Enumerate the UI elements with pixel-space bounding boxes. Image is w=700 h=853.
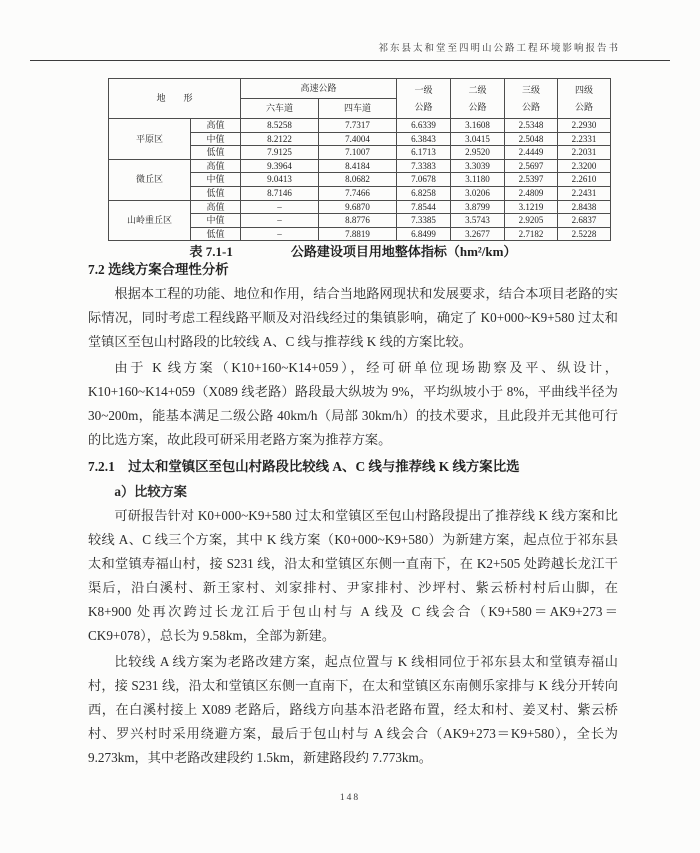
value-cell: 7.3385: [397, 214, 451, 228]
col-header-grade2-line2: 公路: [468, 101, 487, 112]
value-cell: 3.2677: [451, 227, 505, 241]
col-header-grade3-line1: 三级: [521, 84, 540, 95]
page-number: 148: [339, 793, 361, 803]
value-cell: 8.2122: [241, 132, 319, 146]
paragraph-4: 比较线 A 线方案为老路改建方案，起点位置与 K 线相同位于祁东县太和堂镇寿福山村，接 S231 线，沿太和堂镇区东侧一直南下，在太和堂镇区东南侧乐家排与 K 线分开转向西，在白溪村接上 X089 老路后，路线方向基本沿老路布置，经太和村、姜叉村、紫云桥村、罗兴村时采用绕避方案，最后于包山村与 A 线会合（AK9+273＝K9+580），全长为 9.273km，其中老路改建段约 1.5km，新建路段约 7.773km。: [88, 654, 618, 765]
paragraph-1: 根据本工程的功能、地位和作用，结合当地路网现状和发展要求，结合本项目老路的实际情况，同时考虑工程线路平顺及对沿线经过的集镇影响，确定了 K0+000~K9+580 过太和堂镇区至包山村路段的比较线 A、C 线与推荐线 K 线的方案比较。: [88, 286, 618, 349]
value-cell: 2.5397: [505, 173, 558, 187]
value-cell: 3.0415: [451, 132, 505, 146]
value-cell: 2.2331: [558, 132, 611, 146]
value-cell: 6.8258: [397, 186, 451, 200]
value-cell: 3.0206: [451, 186, 505, 200]
value-cell: 7.0678: [397, 173, 451, 187]
value-cell: 8.5258: [241, 119, 319, 133]
col-header-grade3-line2: 公路: [521, 101, 540, 112]
value-cell: 2.9520: [451, 146, 505, 160]
col-header-grade2: [451, 79, 505, 119]
level-cell: 中值: [191, 132, 241, 146]
value-cell: 7.8819: [319, 227, 397, 241]
region-cell-plain: 平原区: [109, 119, 191, 160]
col-header-expressway: 高速公路: [241, 79, 397, 99]
sub-heading-a: a）比较方案: [114, 484, 187, 499]
value-cell: 9.6870: [319, 200, 397, 214]
land-use-table-container: [108, 78, 611, 241]
table-row: [109, 159, 611, 173]
paragraph-2: 由于 K 线方案（K10+160~K14+059），经可研单位现场勘察及平、纵设计，K10+160~K14+059（X089 线老路）路段最大纵坡为 9%，平均纵坡小于 8%，平曲线半径为 30~200m，能基本满足二级公路 40km/h（局部 30km/h）的技术要求，且此段并无其他可行的比选方案，故此段可研采用老路方案为推荐方案。: [88, 360, 618, 447]
value-cell: 7.9125: [241, 146, 319, 160]
document-body: [88, 258, 618, 772]
col-header-grade4-line2: 公路: [574, 101, 593, 112]
value-cell: 2.2930: [558, 119, 611, 133]
value-cell: 7.7317: [319, 119, 397, 133]
level-cell: 高值: [191, 119, 241, 133]
value-cell: 2.4809: [505, 186, 558, 200]
level-cell: 低值: [191, 146, 241, 160]
value-cell: 2.2610: [558, 173, 611, 187]
value-cell: 2.5697: [505, 159, 558, 173]
value-cell: –: [241, 214, 319, 228]
level-cell: 中值: [191, 214, 241, 228]
value-cell: 2.4449: [505, 146, 558, 160]
value-cell: 2.7182: [505, 227, 558, 241]
col-header-grade4-line1: 四级: [574, 84, 593, 95]
table-row: [109, 200, 611, 214]
col-header-four-lane: 四车道: [319, 99, 397, 119]
table-row: [109, 119, 611, 133]
value-cell: 7.8544: [397, 200, 451, 214]
value-cell: 7.7466: [319, 186, 397, 200]
value-cell: 8.8776: [319, 214, 397, 228]
value-cell: 2.2031: [558, 146, 611, 160]
col-header-six-lane: 六车道: [241, 99, 319, 119]
value-cell: 8.0682: [319, 173, 397, 187]
value-cell: 8.7146: [241, 186, 319, 200]
land-use-table: [108, 78, 611, 241]
value-cell: 2.6837: [558, 214, 611, 228]
value-cell: –: [241, 200, 319, 214]
value-cell: 2.9205: [505, 214, 558, 228]
value-cell: –: [241, 227, 319, 241]
report-title: 祁东县太和堂至四明山公路工程环境影响报告书: [378, 44, 620, 54]
value-cell: 3.1608: [451, 119, 505, 133]
value-cell: 2.2431: [558, 186, 611, 200]
col-header-grade4: [558, 79, 611, 119]
col-header-grade2-line1: 二级: [468, 84, 487, 95]
value-cell: 7.3383: [397, 159, 451, 173]
col-header-grade1: [397, 79, 451, 119]
region-cell-hill: 微丘区: [109, 159, 191, 200]
value-cell: 3.1219: [505, 200, 558, 214]
section-7-2-heading: 7.2 选线方案合理性分析: [88, 262, 229, 277]
value-cell: 9.3964: [241, 159, 319, 173]
value-cell: 3.3039: [451, 159, 505, 173]
table-caption-title: 公路建设项目用地整体指标（hm²/km）: [290, 244, 517, 259]
value-cell: 2.5348: [505, 119, 558, 133]
value-cell: 2.5048: [505, 132, 558, 146]
page-footer: [0, 793, 700, 803]
level-cell: 中值: [191, 173, 241, 187]
level-cell: 低值: [191, 186, 241, 200]
value-cell: 6.8499: [397, 227, 451, 241]
value-cell: 9.0413: [241, 173, 319, 187]
value-cell: 6.1713: [397, 146, 451, 160]
col-header-grade1-line1: 一级: [414, 84, 433, 95]
page-header: [30, 38, 670, 61]
level-cell: 高值: [191, 200, 241, 214]
value-cell: 8.4184: [319, 159, 397, 173]
level-cell: 高值: [191, 159, 241, 173]
region-cell-mountain: 山岭重丘区: [109, 200, 191, 241]
col-header-grade3: [505, 79, 558, 119]
value-cell: 7.1007: [319, 146, 397, 160]
table-caption-label: 表 7.1-1: [189, 244, 233, 259]
value-cell: 3.8799: [451, 200, 505, 214]
value-cell: 3.1180: [451, 173, 505, 187]
level-cell: 低值: [191, 227, 241, 241]
paragraph-3: 可研报告针对 K0+000~K9+580 过太和堂镇区至包山村路段提出了推荐线 K 线方案和比较线 A、C 线三个方案，其中 K 线方案（K0+000~K9+580）为新建方案，起点位于祁东县太和堂镇寿福山村，接 S231 线，沿太和堂镇区东侧一直南下，在 K2+505 处跨越长龙江干渠后，沿白溪村、新王家村、刘家排村、尹家排村、沙坪村、紫云桥村村后山脚，在 K8+900 处再次跨过长龙江后于包山村与 A 线及 C 线会合（K9+580＝AK9+273＝CK9+078），总长为 9.58km，全部为新建。: [88, 508, 618, 643]
value-cell: 2.5228: [558, 227, 611, 241]
col-header-grade1-line2: 公路: [414, 101, 433, 112]
value-cell: 6.6339: [397, 119, 451, 133]
value-cell: 3.5743: [451, 214, 505, 228]
value-cell: 2.3200: [558, 159, 611, 173]
section-7-2-1-heading: 7.2.1 过太和堂镇区至包山村路段比较线 A、C 线与推荐线 K 线方案比选: [88, 459, 520, 474]
col-header-terrain: 地 形: [109, 79, 241, 119]
value-cell: 7.4004: [319, 132, 397, 146]
value-cell: 6.3843: [397, 132, 451, 146]
value-cell: 2.8438: [558, 200, 611, 214]
